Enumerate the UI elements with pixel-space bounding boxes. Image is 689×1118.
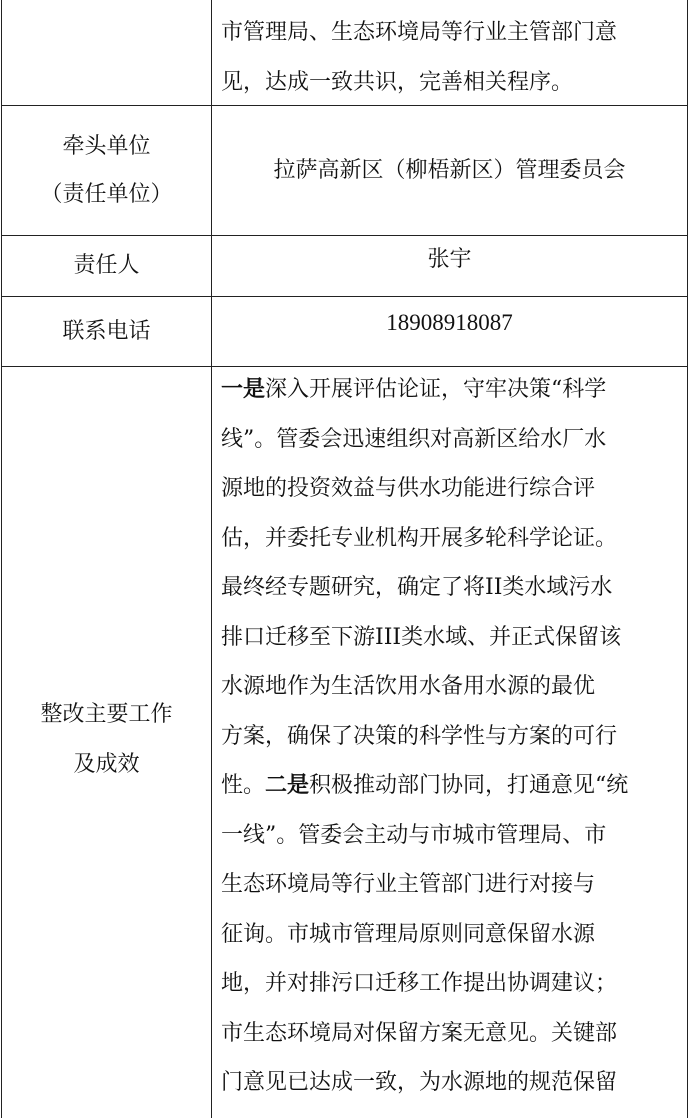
text-line: 一线”。管委会主动与市城市管理局、市	[221, 822, 607, 848]
phone-label-text: 联系电话	[62, 318, 151, 344]
rectification-label	[2, 690, 211, 790]
text-line: 线”。管委会迅速组织对高新区给水厂水	[221, 426, 607, 452]
text-segment: 积极推动部门协同，打通意见“统	[309, 773, 629, 798]
text-segment: 深入开展评估论证，守牢决策“科学	[265, 377, 607, 402]
rectification-label-line1: 整改主要工作	[40, 702, 173, 727]
responsible-person-label-text: 责任人	[73, 253, 140, 278]
text-segment: 性。	[221, 773, 266, 798]
text-line: 门意见已达成一致，为水源地的规范保留	[221, 1070, 618, 1095]
continuation-paragraph	[221, 8, 669, 107]
responsible-person-value	[212, 236, 687, 284]
text-line	[221, 365, 669, 415]
text-line: 生态环境局等行业主管部门进行对接与	[221, 872, 596, 897]
phone-label	[2, 297, 211, 366]
text-line: 最终经专题研究，确定了将II类水域污水	[221, 575, 613, 600]
text-line: 市管理局、生态环境局等行业主管部门意	[221, 20, 618, 45]
text-line: 源地的投资效益与供水功能进行综合评	[221, 476, 596, 501]
phone-value	[212, 297, 687, 349]
phone-value-text: 18908918087	[386, 310, 513, 335]
rectification-label-line2: 及成效	[73, 752, 140, 777]
responsible-person-label	[2, 236, 211, 296]
lead-unit-value-text: 拉萨高新区（柳梧新区）管理委员会	[273, 157, 626, 183]
text-line	[221, 761, 669, 811]
text-line: 估，并委托专业机构开展多轮科学论证。	[221, 525, 618, 551]
text-line: 征询。市城市管理局原则同意保留水源	[221, 921, 596, 947]
text-line: 方案，确保了决策的科学性与方案的可行	[221, 723, 618, 749]
text-line: 见，达成一致共识，完善相关程序。	[221, 69, 574, 95]
lead-unit-value	[212, 106, 687, 235]
text-line: 市生态环境局对保留方案无意见。关键部	[221, 1020, 618, 1046]
emphasis-first: 一是	[221, 376, 266, 402]
text-line: 排口迁移至下游III类水域、并正式保留该	[221, 624, 622, 650]
table-right-border	[687, 0, 688, 1118]
responsible-person-value-text: 张宇	[427, 247, 472, 272]
text-line: 地，并对排污口迁移工作提出协调建议；	[221, 971, 618, 996]
emphasis-second: 二是	[265, 772, 310, 798]
lead-unit-label-line1: 牵头单位	[62, 133, 151, 159]
rectification-paragraph	[221, 365, 669, 1108]
lead-unit-label	[2, 106, 211, 235]
text-line: 水源地作为生活饮用水备用水源的最优	[221, 674, 596, 699]
lead-unit-label-line2: （责任单位）	[40, 181, 173, 207]
